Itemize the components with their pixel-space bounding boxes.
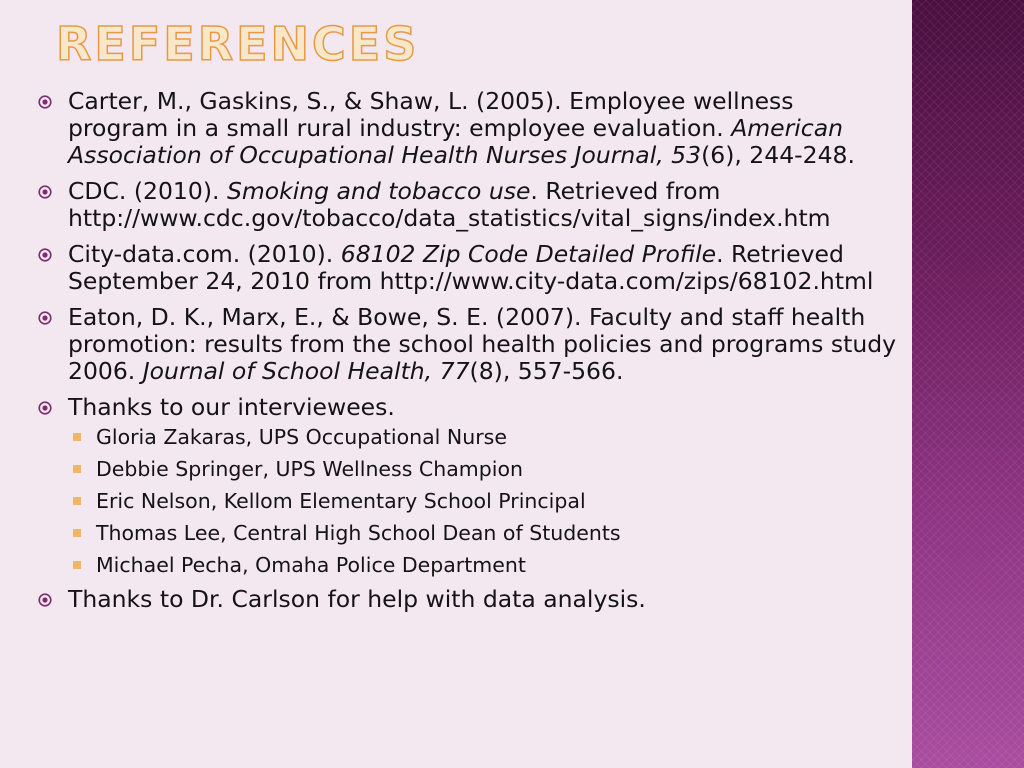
final-thanks-item — [38, 586, 898, 613]
decorative-side-panel — [912, 0, 1024, 768]
reference-list — [38, 88, 898, 622]
square-bullet-icon — [73, 465, 81, 473]
reference-item — [38, 88, 898, 169]
thanks-item — [38, 394, 898, 577]
interviewee-item — [68, 521, 898, 545]
square-bullet-icon — [73, 433, 81, 441]
thanks-label: Thanks to our interviewees. — [68, 393, 395, 421]
reference-text: Eaton, D. K., Marx, E., & Bowe, S. E. (2007). Faculty and staff health promotion: results from the school health policies and programs study 2006. Journal of School Health, 77(8), 557-566. — [68, 303, 897, 385]
interviewee-item — [68, 425, 898, 449]
square-bullet-icon — [73, 529, 81, 537]
interviewee-name: Michael Pecha, Omaha Police Department — [96, 553, 526, 577]
reference-item — [38, 178, 898, 232]
interviewee-name: Eric Nelson, Kellom Elementary School Principal — [96, 489, 586, 513]
reference-item — [38, 241, 898, 295]
reference-item — [38, 304, 898, 385]
circled-dot-icon — [38, 95, 52, 109]
square-bullet-icon — [73, 497, 81, 505]
circled-dot-icon — [38, 401, 52, 415]
interviewee-name: Debbie Springer, UPS Wellness Champion — [96, 457, 524, 481]
interviewee-name: Thomas Lee, Central High School Dean of Students — [96, 521, 621, 545]
reference-text: CDC. (2010). Smoking and tobacco use. Retrieved from http://www.cdc.gov/tobacco/data_statistics/vital_signs/index.htm — [68, 177, 831, 232]
interviewee-item — [68, 457, 898, 481]
slide-title: REFERENCES — [56, 17, 420, 71]
final-thanks-text: Thanks to Dr. Carlson for help with data analysis. — [68, 585, 646, 613]
circled-dot-icon — [38, 248, 52, 262]
reference-text: Carter, M., Gaskins, S., & Shaw, L. (2005). Employee wellness program in a small rural industry: employee evaluation. American Association of Occupational Health Nurses Journal, 53(6), 244-248. — [68, 87, 855, 169]
reference-text: City-data.com. (2010). 68102 Zip Code Detailed Profile. Retrieved September 24, 2010 from http://www.city-data.com/zips/68102.html — [68, 240, 874, 295]
square-bullet-icon — [73, 561, 81, 569]
interviewee-item — [68, 489, 898, 513]
interviewee-list — [68, 425, 898, 577]
circled-dot-icon — [38, 185, 52, 199]
circled-dot-icon — [38, 593, 52, 607]
interviewee-name: Gloria Zakaras, UPS Occupational Nurse — [96, 425, 507, 449]
interviewee-item — [68, 553, 898, 577]
circled-dot-icon — [38, 311, 52, 325]
